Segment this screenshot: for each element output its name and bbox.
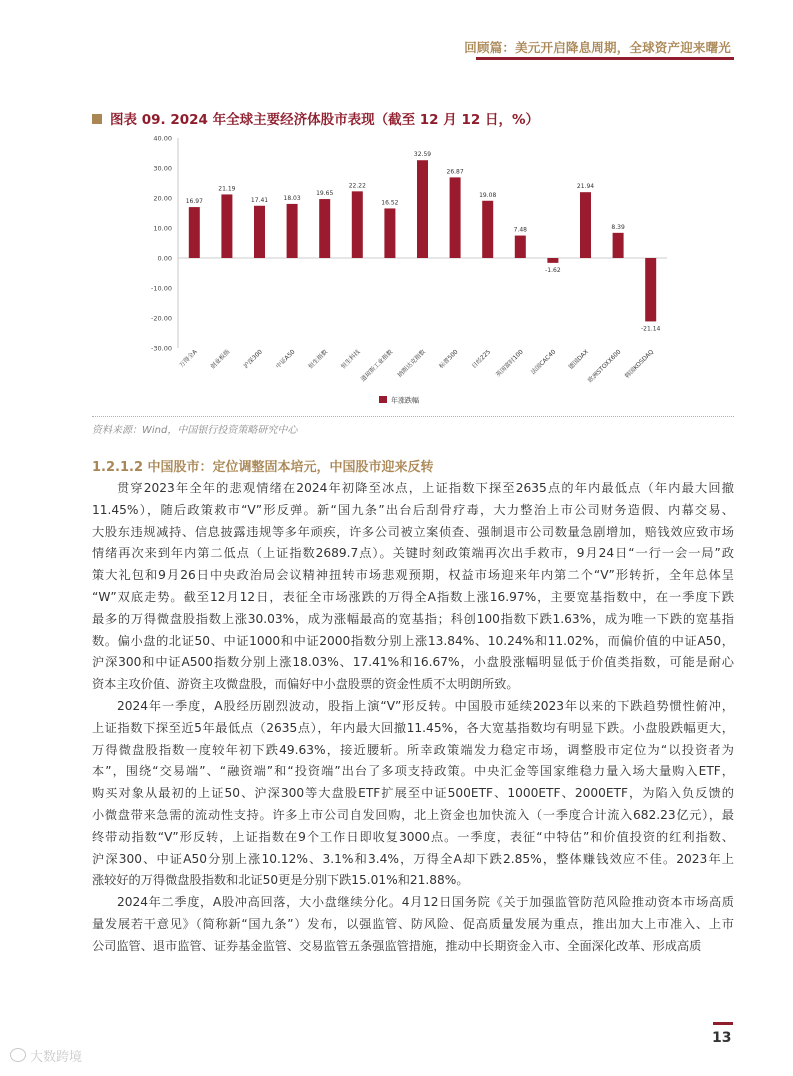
text-line: 情绪再次来到年内第二低点（上证指数2689.7点）。关键时刻政策端再次出手救市，9月24日“一行一会一局”政 xyxy=(92,546,734,561)
paragraph xyxy=(92,892,734,957)
text-line: 数。偏小盘的北证50、中证1000和中证2000指数分别上涨13.84%、10.24%和11.02%，而偏价值的中证A50， xyxy=(92,633,734,648)
y-tick-label: -10.00 xyxy=(151,284,172,293)
x-tick-label: 欧洲STOXX600 xyxy=(586,348,623,385)
bar-value-label: -1.62 xyxy=(545,266,561,274)
bar-value-label: 8.39 xyxy=(611,223,625,231)
legend xyxy=(379,396,419,405)
running-header: 回顾篇：美元开启降息周期，全球资产迎来曙光 xyxy=(464,40,731,55)
paragraph xyxy=(92,478,734,696)
x-tick-label: 沪深300 xyxy=(242,348,264,370)
text-line: 公司监管、退市监管、证券基金监管、交易监管五条强监管措施，推动中长期资金入市、全面深化改革、形成高质 xyxy=(92,938,702,953)
x-tick-label: 创业板指 xyxy=(209,348,232,371)
text-line: 万得微盘股指数一度较年初下跌49.63%，接近腰斩。所幸政策端发力稳定市场，调整股市定位为“以投资者为 xyxy=(92,742,734,757)
x-tick-label: 恒生科技 xyxy=(339,348,362,371)
bar-value-label: 7.48 xyxy=(513,226,527,234)
bar xyxy=(417,160,428,258)
y-tick-label: -30.00 xyxy=(151,344,172,353)
page-number-rule xyxy=(713,1022,733,1025)
bar-value-label: 32.59 xyxy=(413,151,432,159)
bar xyxy=(482,201,493,258)
text-line: 量发展若干意见》（简称新“国九条”）发布，以强监管、防风险、促高质量发展为重点，推出加大上市准入、上市 xyxy=(92,916,734,931)
text-line: 终带动指数“V”形反转，上证指数在9个工作日即收复3000点。一季度，表征“中特估”和价值投资的红利指数、 xyxy=(92,829,734,844)
y-tick-label: 30.00 xyxy=(153,164,172,173)
bar-value-label: 21.19 xyxy=(218,185,236,193)
y-tick-label: 10.00 xyxy=(153,224,172,233)
legend-label: 年涨跌幅 xyxy=(391,396,419,405)
bar xyxy=(221,194,232,258)
bar xyxy=(645,258,656,321)
x-tick-label: 法国CAC40 xyxy=(529,348,558,377)
text-line: 本”，围绕“交易端”、“融资端”和“投资端”出台了多项支持政策。中央汇金等国家维稳力量入场大量购入ETF， xyxy=(92,764,734,779)
figure-marker-icon xyxy=(92,114,102,124)
bar xyxy=(580,192,591,258)
bar-value-label: 22.22 xyxy=(348,182,366,190)
paragraph xyxy=(92,696,734,892)
bar xyxy=(254,206,265,258)
x-tick-label: 万得全A xyxy=(178,348,199,370)
text-line: 11.45%），随后政策救市“V”形反弹。新“国九条”出台后刮骨疗毒，大力整治上市公司财务造假、内幕交易、 xyxy=(92,502,734,517)
section-heading: 1.2.1.2 中国股市：定位调整固本培元，中国股市迎来反转 xyxy=(92,460,434,475)
bar-value-label: 16.52 xyxy=(381,199,399,207)
bar xyxy=(352,191,363,258)
header-rule xyxy=(476,57,734,60)
figure-divider xyxy=(92,416,734,417)
figure-source: 资料来源：Wind，中国银行投资策略研究中心 xyxy=(92,425,298,436)
text-line: 沪深300、中证A50分别上涨10.12%、3.1%和3.4%，万得全A却下跌2.85%，整体赚钱效应不佳。2023年上 xyxy=(92,851,734,866)
text-line: 小微盘带来急需的流动性支持。许多上市公司自发回购，北上资金也加快流入（一季度合计流入682.23亿元），最 xyxy=(92,807,734,822)
text-line: 大股东违规减持、信息披露违规等多年顽疾，许多公司被立案侦查、强制退市公司数量急剧增加，赔钱效应致市场 xyxy=(92,524,734,539)
x-tick-labels xyxy=(177,347,655,384)
text-line: 策大礼包和9月26日中央政治局会议精神扭转市场悲观预期，权益市场迎来年内第二个“V”形转折，全年总体呈 xyxy=(92,568,734,583)
text-line: 贯穿2023年全年的悲观情绪在2024年初降至冰点，上证指数下探至2635点的年内最低点（年内最大回撤 xyxy=(117,481,734,495)
bar-value-label: 18.03 xyxy=(283,194,301,202)
bar xyxy=(515,236,526,258)
text-line: 最多的万得微盘股指数上涨30.03%，成为涨幅最高的宽基指；科创100指数下跌1.63%，成为唯一下跌的宽基指 xyxy=(92,611,734,626)
y-tick-label: 0.00 xyxy=(157,254,172,263)
legend-swatch xyxy=(379,396,387,403)
watermark-logo-icon xyxy=(10,1048,26,1062)
bar-value-label: 19.08 xyxy=(479,191,497,199)
bar-value-label: 19.65 xyxy=(316,190,334,198)
bar xyxy=(319,199,330,258)
text-line: 资本主攻价值、游资主攻微盘股，而偏好中小盘股票的资金性质不太明朗所致。 xyxy=(92,677,519,692)
bar xyxy=(450,177,461,258)
bar-value-label: 16.97 xyxy=(185,198,203,206)
body-text xyxy=(92,478,734,958)
text-line: 沪深300和中证A500指数分别上涨18.03%、17.41%和16.67%，小盘股涨幅明显低于价值类指数，可能是耐心 xyxy=(92,655,734,670)
bar-value-label: 26.87 xyxy=(446,168,464,176)
text-line: 购买对象从最初的上证50、沪深300等大盘股ETF扩展至中证500ETF、1000ETF、2000ETF，为陷入负反馈的 xyxy=(92,786,734,801)
bar xyxy=(384,208,395,258)
watermark xyxy=(10,1046,82,1065)
bar xyxy=(613,233,624,258)
x-tick-label: 日经225 xyxy=(470,348,493,370)
bar-chart xyxy=(92,128,734,414)
x-tick-label: 德国DAX xyxy=(567,348,590,371)
page-number: 13 xyxy=(712,1030,732,1046)
x-tick-label: 韩国KOSDAQ xyxy=(623,348,656,380)
x-tick-label: 道琼斯工业指数 xyxy=(359,348,395,384)
bar-value-label: -21.14 xyxy=(641,325,661,333)
x-tick-label: 恒生指数 xyxy=(307,348,330,371)
text-line: 涨较好的万得微盘股指数和北证50更是分别下跌15.01%和21.88%。 xyxy=(92,873,469,888)
bar-value-label: 21.94 xyxy=(576,183,595,191)
y-tick-label: 20.00 xyxy=(153,194,172,203)
y-tick-label: -20.00 xyxy=(151,314,172,323)
x-tick-label: 英国富时100 xyxy=(494,348,525,379)
text-line: 2024年二季度，A股冲高回落，大小盘继续分化。4月12日国务院《关于加强监管防范风险推动资本市场高质 xyxy=(117,895,734,910)
watermark-text: 大数跨境 xyxy=(30,1050,83,1065)
bar xyxy=(287,204,298,258)
y-tick-label: 40.00 xyxy=(153,134,172,143)
x-tick-label: 中证A50 xyxy=(274,348,297,371)
x-tick-label: 标普500 xyxy=(437,348,460,370)
text-line: 2024年一季度，A股经历剧烈波动，股指上演“V”形反转。中国股市延续2023年以来的下跌趋势惯性俯冲， xyxy=(117,698,734,713)
text-line: 上证指数下探至近5年最低点（2635点），年内最大回撤11.45%，各大宽基指数均有明显下跌。小盘股跌幅更大， xyxy=(92,720,734,735)
bar xyxy=(547,258,558,263)
bar-value-label: 17.41 xyxy=(250,196,269,204)
figure-title xyxy=(92,108,539,128)
x-tick-label: 纳斯达克指数 xyxy=(396,348,427,379)
text-line: “W”双底走势。截至12月12日，表征全市场涨跌的万得全A指数上涨16.97%，主要宽基指数中，在一季度下跌 xyxy=(92,589,734,604)
figure-title-text: 图表 09. 2024 年全球主要经济体股市表现（截至 12 月 12 日，%） xyxy=(110,112,539,128)
bar xyxy=(189,207,200,258)
